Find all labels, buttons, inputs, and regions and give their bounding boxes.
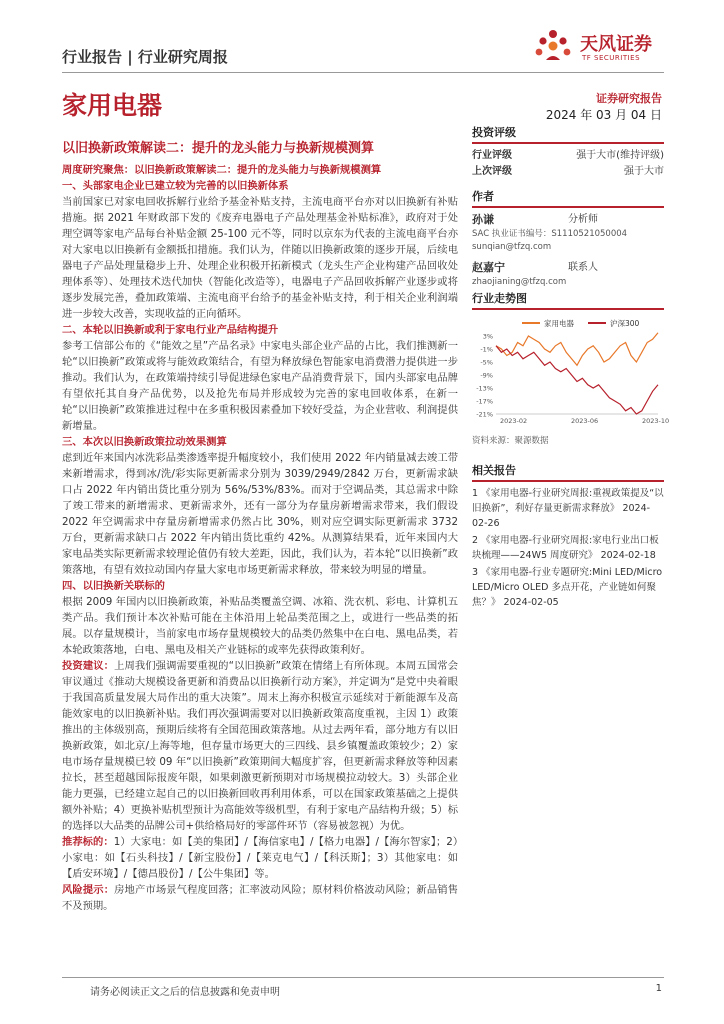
rating-row [472, 164, 664, 180]
author-row [472, 212, 664, 228]
y-tick-label: -17% [476, 397, 493, 406]
y-tick-label: -1% [480, 345, 493, 354]
footer-divider [62, 977, 664, 978]
section-1-text: 当前国家已对家电回收拆解行业给予基金补贴支持，主流电商平台亦对以旧换新有补贴措施。据 2021 年财政部下发的《废弃电器电子产品处理基金补贴标准》，政府对于处理空调等家电产品每台补贴金额 25-100 元不等，同时以京东为代表的主流电商平台亦对大家电以旧换新有金额抵扣措施。我们认为，伴随以旧换新政策的逐步开展，后续电器电子产品处理量稳步上升、处理企业积极开拓新模式（龙头生产企业构建产品回收处理体系等）、处理技术迭代加快（智能化改造等），电器电子产品回收拆解产业逐步或将逐步发展完善，叠加政策端、主流电商平台给予的基金补贴支持，利于相关企业利润端进一步较大改善，实现收益的正向循环。 [62, 196, 458, 320]
related-section [472, 462, 664, 612]
rating-value: 强于大市(维持评级) [576, 150, 664, 161]
investment-label: 投资建议： [62, 660, 115, 672]
legend-label: 沪深300 [610, 319, 640, 328]
rating-title: 投资评级 [472, 124, 664, 144]
report-date: 2024 年 03 月 04 日 [545, 108, 662, 122]
section-3-text: 虑到近年来国内冰洗彩品类渗透率提升幅度较小，我们使用 2022 年内销量减去竣工带来新增需求，得到冰/洗/彩实际更新需求分别为 3039/2949/2842 万台，更新需求缺口占 2022 年内销出货比重分别为 56%/53%/83%。而对于空调品类，其总需求中除了竣工带来的新增需求、更新需求外，还有一部分为存量房新增需求带来，我们假设 2022 年空调需求中存量房新增需求仍然占比 30%，则对应空调实际更新需求 3732 万台，更新需求缺口占 2022 年内销出货比重约 42%。从测算结果看，近年来国内大家电品类实际更新需求较理论值仍有较大差距，因此，我们认为，若本轮“以旧换新”政策落地，有望有效拉动国内存量大家电市场更新需求释放，带来较为明显的增量。 [62, 452, 458, 576]
author-cert: SAC 执业证书编号：S1110521050004 [472, 229, 628, 239]
author-email[interactable]: zhaojianing@tfzq.com [472, 277, 567, 287]
x-tick-label: 2023-02 [500, 417, 528, 425]
related-report-link[interactable]: 3 《家用电器-行业专题研究:Mini LED/Micro LED/Micro OLED 多点开花，产业链如何聚焦？》 2024-02-05 [472, 567, 663, 608]
y-tick-label: -13% [476, 384, 493, 393]
section-3-title: 三、本次以旧换新政策拉动效果测算 [62, 436, 227, 448]
author-email[interactable]: sunqian@tfzq.com [472, 242, 552, 252]
focus-label: 周度研究聚焦： [62, 164, 135, 176]
y-tick-label: -5% [480, 358, 493, 367]
author-name: 赵嘉宁 [472, 261, 505, 274]
header-divider [62, 72, 664, 73]
author-name: 孙谦 [472, 213, 494, 226]
section-2-title: 二、本轮以旧换新或利于家电行业产品结构提升 [62, 324, 279, 336]
chart-title: 行业走势图 [472, 290, 664, 310]
main-body [62, 162, 458, 914]
risk-label: 风险提示： [62, 884, 115, 896]
section-4-text: 根据 2009 年国内以旧换新政策，补贴品类覆盖空调、冰箱、洗衣机、彩电、计算机五类产品。我们预计本次补贴可能在主体沿用上轮品类范围之上，或进行一些品类的拓展。以存量规模计，当前家电市场存量规模较大的品类仍然集中在白电、黑电品类，若本轮政策落地，白电、黑电及相关产业链标的或率先获得政策利好。 [62, 596, 458, 656]
report-title: 以旧换新政策解读二：提升的龙头能力与换新规模测算 [62, 141, 375, 156]
focus-text: 以旧换新政策解读二：提升的龙头能力与换新规模测算 [134, 164, 382, 176]
x-tick-label: 2023-06 [571, 417, 599, 425]
trend-chart [472, 314, 670, 430]
risk-text: 房地产市场景气程度回落；汇率波动风险；原材料价格波动风险；新品销售不及预期。 [62, 884, 459, 912]
related-report-link[interactable]: 1 《家用电器-行业研究周报:重视政策提及“以旧换新”，利好存量更新需求释放》 2024-02-26 [472, 488, 664, 529]
footer-disclaimer: 请务必阅读正文之后的信息披露和免责申明 [90, 987, 280, 998]
series-line [496, 346, 658, 414]
author-row [472, 260, 664, 276]
section-4-title: 四、以旧换新关联标的 [62, 580, 165, 592]
author-title: 作者 [472, 188, 664, 208]
legend-label: 家用电器 [544, 319, 574, 328]
logo-text-cn: 天风证券 [580, 34, 652, 55]
rating-key: 上次评级 [472, 166, 512, 177]
report-category: 行业报告 | 行业研究周报 [62, 48, 228, 66]
logo-mark-icon [530, 24, 576, 68]
industry-title: 家用电器 [62, 91, 163, 120]
y-tick-label: -9% [480, 371, 493, 380]
company-logo [530, 24, 670, 68]
report-type: 证券研究报告 [596, 92, 662, 105]
trend-section [472, 290, 670, 448]
rating-value: 强于大市 [624, 166, 664, 177]
recommend-text: 1）大家电：如【美的集团】/【海信家电】/【格力电器】/【海尔智家】；2）小家电：如【石头科技】/【新宝股份】/【莱克电气】/【科沃斯】；3）其他家电：如【盾安环境】/【德昌股份】/【公牛集团】等。 [62, 836, 458, 880]
y-tick-label: -21% [476, 410, 493, 419]
related-title: 相关报告 [472, 462, 664, 482]
related-report-link[interactable]: 2 《家用电器-行业研究周报:家电行业出口板块梳理——24W5 周度研究》 2024-02-18 [472, 535, 659, 561]
series-line [496, 333, 658, 366]
investment-text: 上周我们强调需要重视的“以旧换新”政策在情绪上有所体现。本周五国常会审议通过《推动大规模设备更新和消费品以旧换新行动方案》，并定调为“是党中央着眼于我国高质量发展大局作出的重大决策”。周末上海亦积极宣示延续对于新能源车及高能效家电的以旧换新补贴。我们再次强调需要对以旧换新政策高度重视，主因 1）政策推出的主体级别高，预期后续将有全国范围政策落地。从过去两年看，部分地方有以旧换新政策，如北京/上海等地，但存量市场更大的三四线、县乡镇覆盖政策较少；2）家电市场存量规模已较 09 年“以旧换新”政策期间大幅度扩容，但更新需求释放等种因素拉长，甚至超越国际报废年限，如果刺激更新预期对市场规模拉动较大。3）头部企业能力更强，已经建立起自己的以旧换新回收再利用体系，可以在国家政策基础之上提供额外补贴；4）更换补贴机型预计为高能效等级机型，有利于家电产品结构升级；5）标的选择以大品类的品牌公司+供给格局好的零部件环节（容易被忽视）为优。 [62, 660, 459, 832]
x-tick-label: 2023-10 [642, 417, 670, 425]
author-section [472, 188, 664, 289]
page-number: 1 [655, 983, 662, 994]
recommend-label: 推荐标的： [62, 836, 114, 848]
rating-key: 行业评级 [472, 150, 512, 161]
section-1-title: 一、头部家电企业已建立较为完善的以旧换新体系 [62, 180, 289, 192]
rating-row [472, 148, 664, 164]
section-2-text: 参考工信部公布的《“能效之星”产品名录》中家电头部企业产品的占比，我们推测新一轮“以旧换新”政策或将与能效政策结合，有望为释放绿色智能家电消费潜力提供进一步推动。我们认为，在政策端持续引导促进绿色家电产品消费背景下，国内头部家电品牌有望依托其自身产品优势，以及抢先布局并形成较为完善的家电回收体系，在新一轮“以旧换新”政策推进过程中在多重积极因素叠加下较好受益，为企业营收、利润提供新增量。 [62, 340, 458, 432]
author-role: 分析师 [568, 214, 598, 225]
author-role: 联系人 [568, 262, 598, 273]
logo-text-en: TF SECURITIES [582, 54, 641, 62]
rating-section [472, 124, 664, 180]
y-tick-label: 3% [482, 332, 493, 341]
chart-source: 资料来源：聚源数据 [472, 436, 549, 446]
